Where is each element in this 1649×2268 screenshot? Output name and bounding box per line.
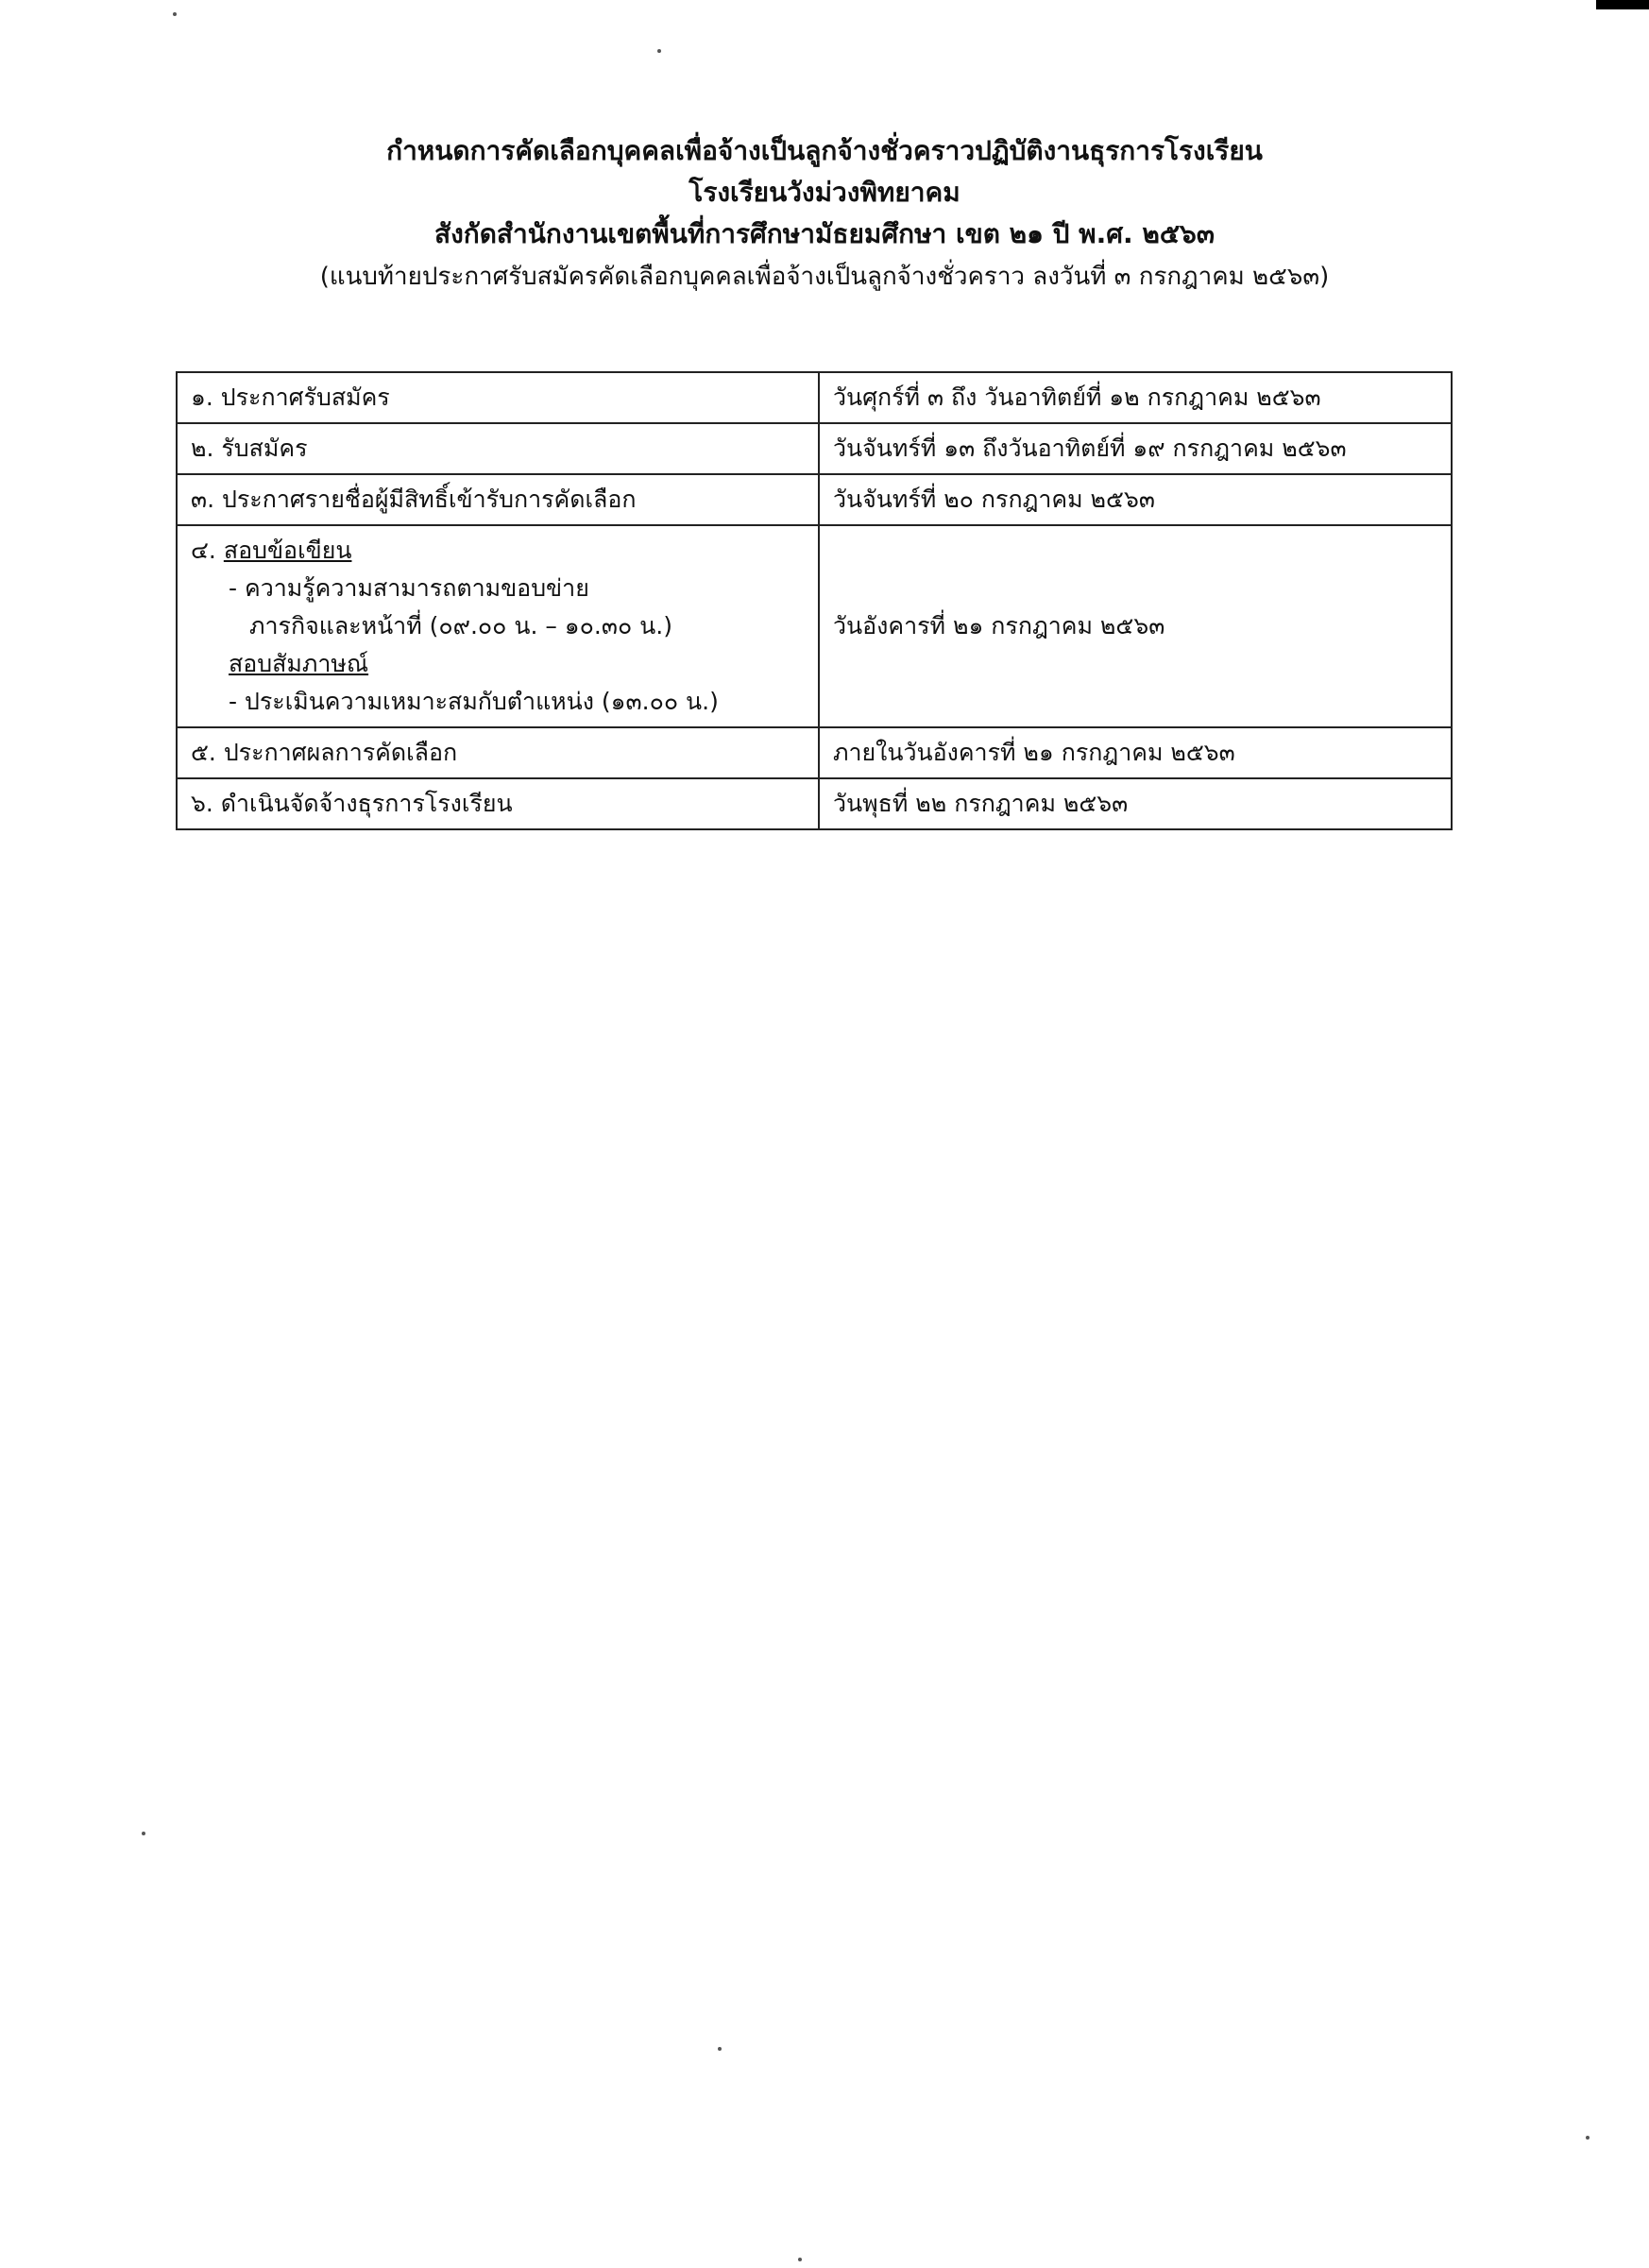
- table-row: [177, 525, 1452, 727]
- scan-corner-mark: [1596, 0, 1649, 9]
- date-cell: วันจันทร์ที่ ๒๐ กรกฎาคม ๒๕๖๓: [819, 474, 1452, 525]
- school-name: โรงเรียนวังม่วงพิทยาคม: [688, 177, 960, 208]
- table-row: [177, 474, 1452, 525]
- scan-speck: [1586, 2136, 1590, 2140]
- scan-speck: [657, 49, 661, 53]
- interview-detail: - ประเมินความเหมาะสมกับตำแหน่ง (๑๓.๐๐ น.): [229, 688, 719, 715]
- date-cell: ภายในวันอังคารที่ ๒๑ กรกฎาคม ๒๕๖๓: [819, 727, 1452, 778]
- affiliation-line: สังกัดสำนักงานเขตพื้นที่การศึกษามัธยมศึกษา เขต ๒๑ ปี พ.ศ. ๒๕๖๓: [434, 218, 1215, 249]
- date-cell: วันจันทร์ที่ ๑๓ ถึงวันอาทิตย์ที่ ๑๙ กรกฎาคม ๒๕๖๓: [819, 423, 1452, 474]
- document-title: กำหนดการคัดเลือกบุคคลเพื่อจ้างเป็นลูกจ้างชั่วคราวปฏิบัติงานธุรการโรงเรียน: [386, 135, 1263, 166]
- interview-title: สอบสัมภาษณ์: [229, 650, 369, 677]
- step-cell: ๖. ดำเนินจัดจ้างธุรการโรงเรียน: [177, 778, 819, 829]
- written-exam-title: สอบข้อเขียน: [223, 537, 352, 564]
- date-cell: วันศุกร์ที่ ๓ ถึง วันอาทิตย์ที่ ๑๒ กรกฎาคม ๒๕๖๓: [819, 372, 1452, 423]
- date-cell: วันอังคารที่ ๒๑ กรกฎาคม ๒๕๖๓: [819, 525, 1452, 727]
- exam-step-cell: [177, 525, 819, 727]
- date-cell: วันพุธที่ ๒๒ กรกฎาคม ๒๕๖๓: [819, 778, 1452, 829]
- schedule-table: [176, 371, 1453, 830]
- written-exam-detail-2: ภารกิจและหน้าที่ (๐๙.๐๐ น. – ๑๐.๓๐ น.): [249, 612, 672, 639]
- attachment-note: (แนบท้ายประกาศรับสมัครคัดเลือกบุคคลเพื่อจ้างเป็นลูกจ้างชั่วคราว ลงวันที่ ๓ กรกฎาคม ๒๕๖๓): [319, 263, 1330, 291]
- step-cell: ๑. ประกาศรับสมัคร: [177, 372, 819, 423]
- scan-speck: [142, 1832, 145, 1835]
- step-number: ๔.: [191, 537, 216, 564]
- table-row: [177, 372, 1452, 423]
- exam-written-heading: [191, 532, 805, 570]
- scan-speck: [173, 12, 177, 16]
- written-exam-detail-1: - ความรู้ความสามารถตามขอบข่าย: [229, 574, 589, 602]
- table-row: [177, 727, 1452, 778]
- step-cell: ๓. ประกาศรายชื่อผู้มีสิทธิ์เข้ารับการคัดเลือก: [177, 474, 819, 525]
- table-row: [177, 423, 1452, 474]
- step-cell: ๕. ประกาศผลการคัดเลือก: [177, 727, 819, 778]
- document-header: [0, 130, 1649, 298]
- table-row: [177, 778, 1452, 829]
- scan-speck: [718, 2047, 722, 2051]
- scan-speck: [798, 2258, 802, 2261]
- step-cell: ๒. รับสมัคร: [177, 423, 819, 474]
